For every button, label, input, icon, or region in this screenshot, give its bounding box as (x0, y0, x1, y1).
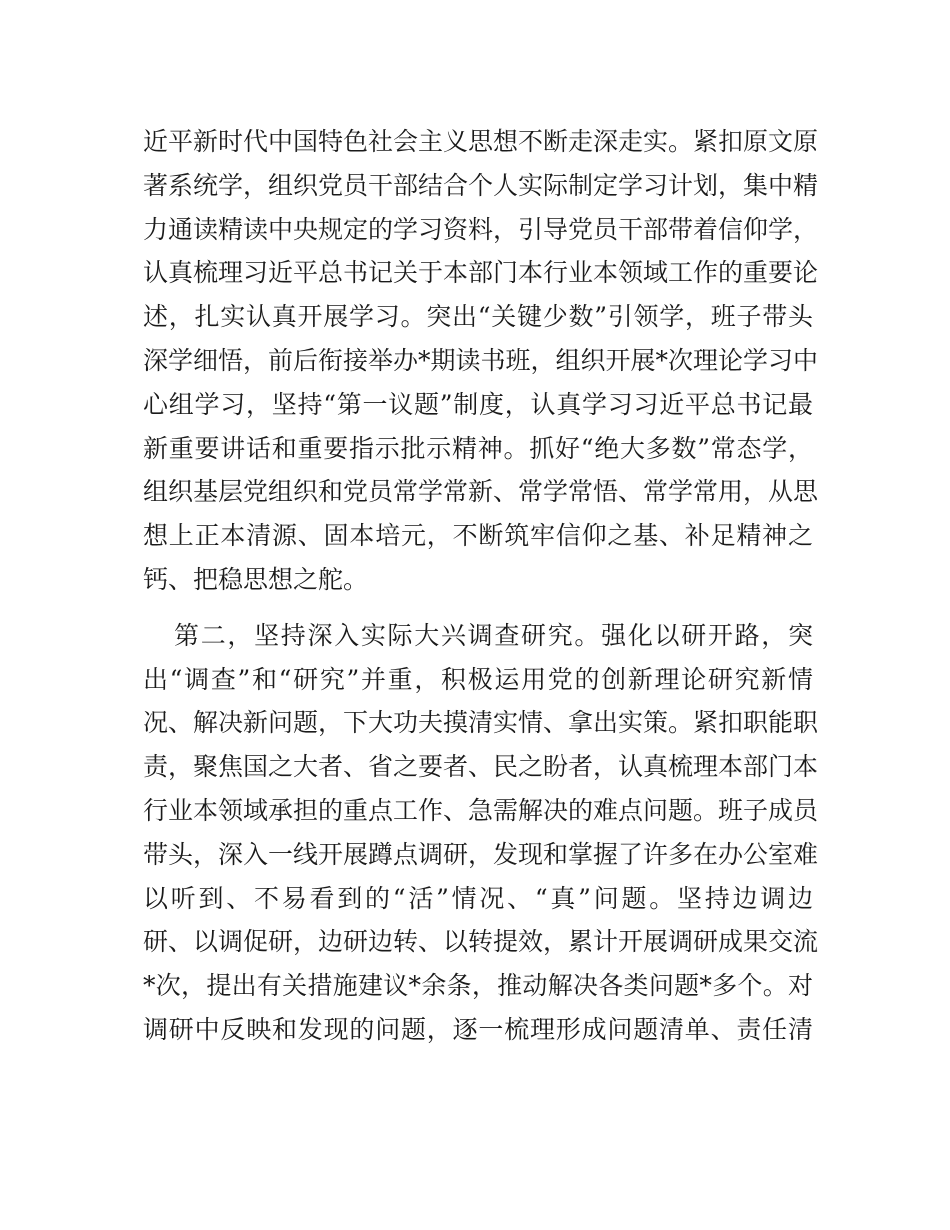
text-line: 力通读精读中央规定的学习资料，引导党员干部带着信仰学， (143, 214, 819, 244)
text-line: 心组学习，坚持“第一议题”制度，认真学习习近平总书记最 (143, 389, 813, 419)
paragraph-2 (143, 614, 819, 1052)
text-line: 况、解决新问题，下大功夫摸清实情、拿出实策。紧扣职能职 (143, 708, 819, 738)
text-line: 责，聚焦国之大者、省之要者、民之盼者，认真梳理本部门本 (143, 752, 819, 782)
paragraph-spacer (143, 602, 813, 614)
document-body (143, 120, 819, 1052)
text-line: 调研中反映和发现的问题，逐一梳理形成问题清单、责任清 (143, 1014, 813, 1044)
text-line: 研、以调促研，边研边转、以转提效，累计开展调研成果交流 (143, 927, 819, 957)
paragraph-1 (143, 120, 819, 602)
text-line: 认真梳理习近平总书记关于本部门本行业本领域工作的重要论 (143, 258, 819, 288)
text-line: 著系统学，组织党员干部结合个人实际制定学习计划，集中精 (143, 170, 819, 200)
text-line: *次，提出有关措施建议*余条，推动解决各类问题*多个。对 (143, 971, 813, 1001)
text-line: 第二，坚持深入实际大兴调查研究。强化以研开路，突 (174, 620, 813, 650)
text-line: 近平新时代中国特色社会主义思想不断走深走实。紧扣原文原 (143, 127, 819, 156)
text-line: 带头，深入一线开展蹲点调研，发现和掌握了许多在办公室难 (143, 839, 819, 869)
text-line: 出“调查”和“研究”并重，积极运用党的创新理论研究新情 (143, 664, 813, 694)
text-line: 深学细悟，前后衔接举办*期读书班，组织开展*次理论学习中 (143, 345, 819, 375)
text-line: 以听到、不易看到的“活”情况、“真”问题。坚持边调边 (143, 883, 813, 913)
text-line: 钙、把稳思想之舵。 (143, 564, 369, 594)
text-line: 行业本领域承担的重点工作、急需解决的难点问题。班子成员 (143, 795, 819, 825)
text-line: 想上正本清源、固本培元，不断筑牢信仰之基、补足精神之 (143, 521, 813, 551)
text-line: 组织基层党组织和党员常学常新、常学常悟、常学常用，从思 (143, 477, 819, 507)
text-line: 新重要讲话和重要指示批示精神。抓好“绝大多数”常态学， (143, 433, 813, 463)
text-line: 述，扎实认真开展学习。突出“关键少数”引领学，班子带头 (143, 302, 813, 332)
